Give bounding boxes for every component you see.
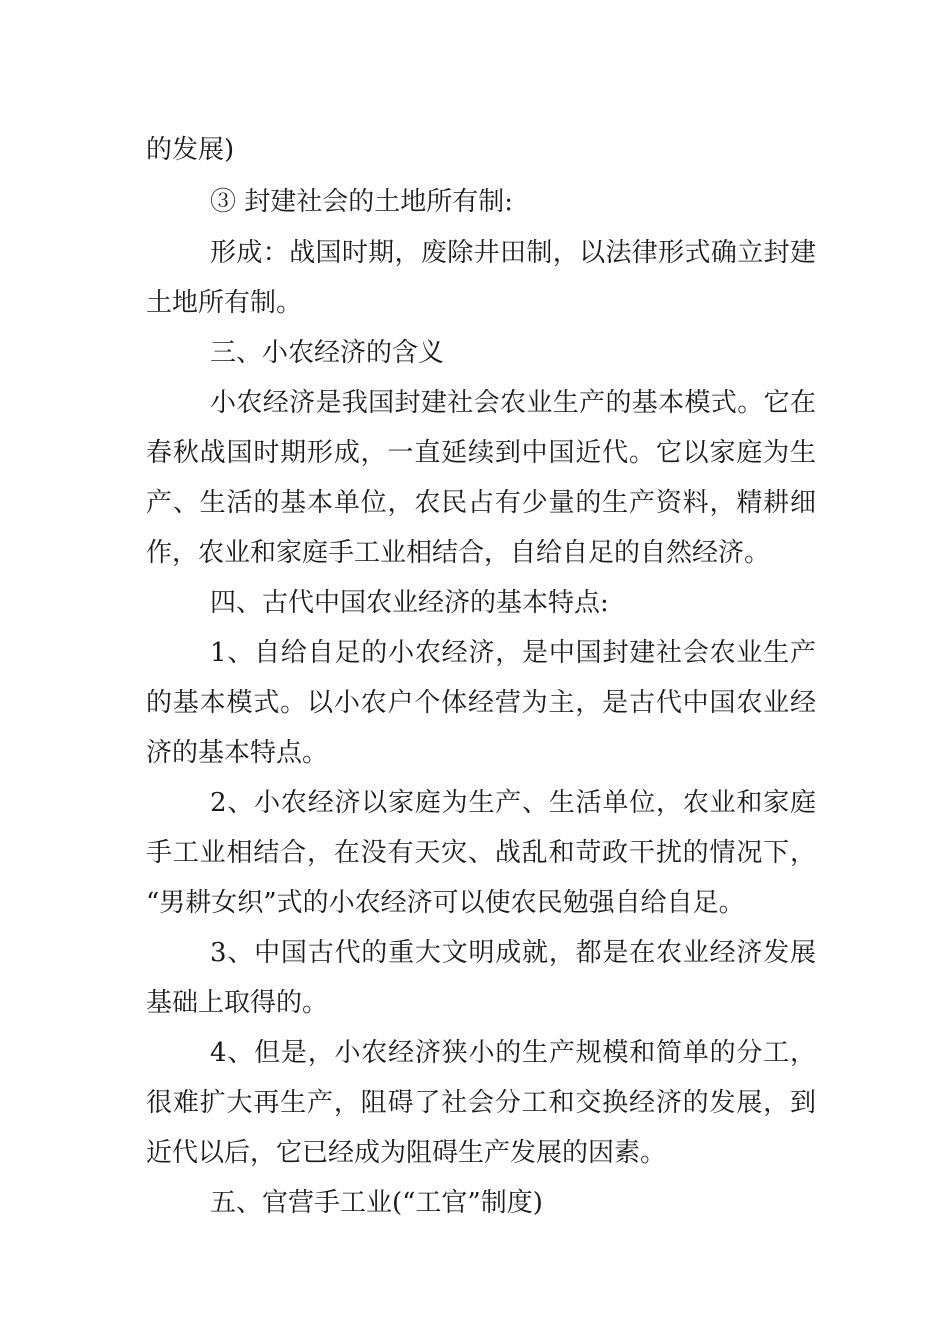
section-heading: 五、官营手工业(“工官”制度) xyxy=(210,1188,543,1218)
text-line: 济的基本特点。 xyxy=(146,738,329,768)
text-line: 产、生活的基本单位，农民占有少量的生产资料，精耕细 xyxy=(146,488,816,518)
text-line: 1、自给自足的小农经济，是中国封建社会农业生产 xyxy=(210,638,816,668)
text-line: 小农经济是我国封建社会农业生产的基本模式。它在 xyxy=(210,388,816,418)
section-heading: 三、小农经济的含义 xyxy=(210,338,445,368)
section-heading: 四、古代中国农业经济的基本特点: xyxy=(210,588,609,618)
text-line: 春秋战国时期形成，一直延续到中国近代。它以家庭为生 xyxy=(146,438,816,468)
text-line: 作，农业和家庭手工业相结合，自给自足的自然经济。 xyxy=(146,538,771,568)
section-heading: ③ 封建社会的土地所有制: xyxy=(210,187,514,217)
text-line: 形成：战国时期，废除井田制，以法律形式确立封建 xyxy=(210,238,816,268)
text-line: 4、但是，小农经济狭小的生产规模和简单的分工， xyxy=(210,1038,816,1068)
text-line: 3、中国古代的重大文明成就，都是在农业经济发展 xyxy=(210,938,816,968)
text-line: 2、小农经济以家庭为生产、生活单位，农业和家庭 xyxy=(210,788,816,818)
text-line: 的基本模式。以小农户个体经营为主，是古代中国农业经 xyxy=(146,688,816,718)
text-line: 近代以后，它已经成为阻碍生产发展的因素。 xyxy=(146,1138,667,1168)
text-line: 的发展) xyxy=(146,135,235,165)
text-line: 基础上取得的。 xyxy=(146,988,329,1018)
text-line: 手工业相结合，在没有天灾、战乱和苛政干扰的情况下， xyxy=(146,838,816,868)
text-line: 很难扩大再生产，阻碍了社会分工和交换经济的发展，到 xyxy=(146,1088,816,1118)
text-line: “男耕女织”式的小农经济可以使农民勉强自给自足。 xyxy=(146,888,745,918)
text-line: 土地所有制。 xyxy=(146,288,303,318)
